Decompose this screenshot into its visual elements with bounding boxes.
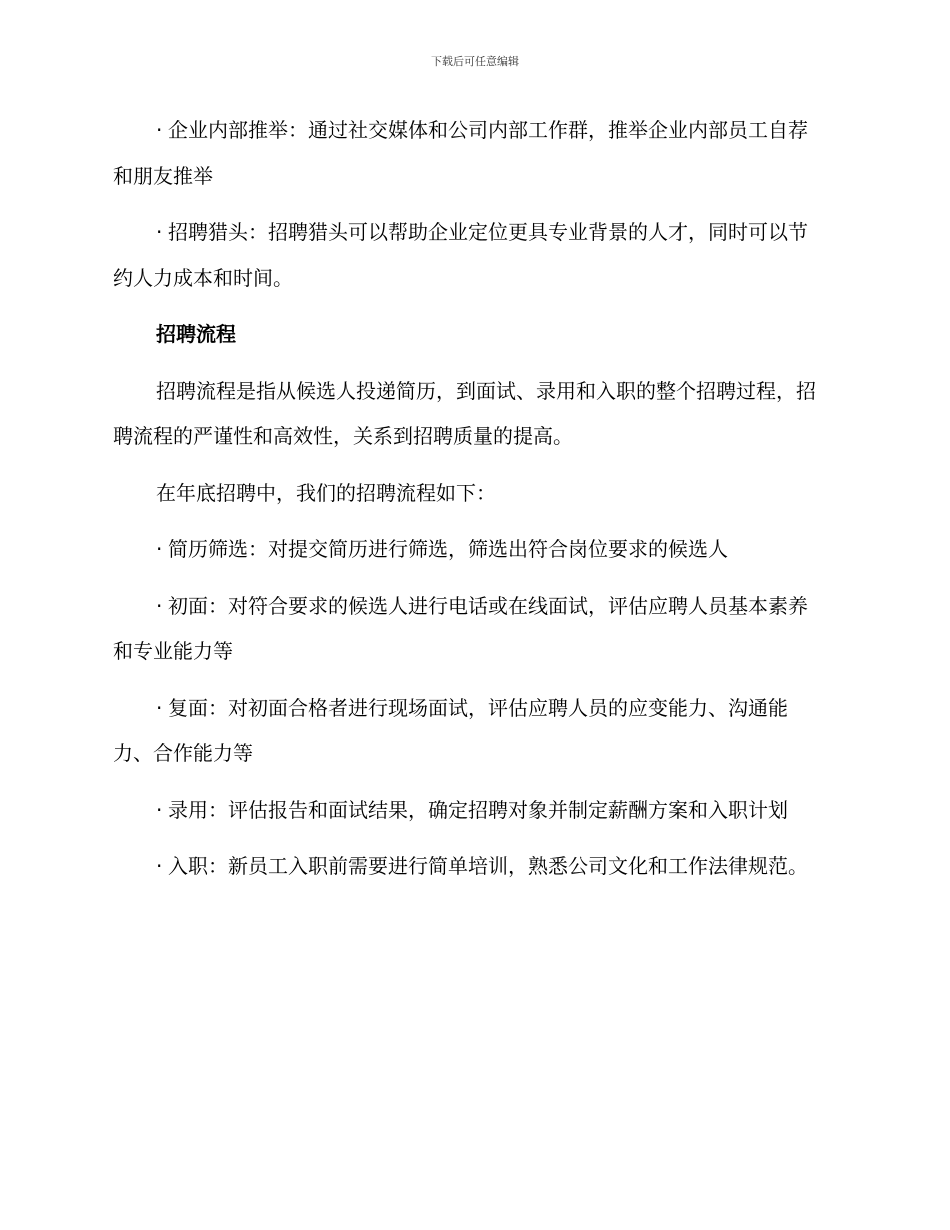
bullet-text: 招聘猎头：招聘猎头可以帮助企业定位更具专业背景的人才，同时可以节约人力成本和时间。 bbox=[113, 220, 808, 290]
process-item-onboarding bbox=[113, 844, 823, 890]
bullet-marker: · bbox=[156, 118, 163, 142]
bullet-marker: · bbox=[156, 537, 163, 561]
page-header-note: 下载后可任意编辑 bbox=[431, 55, 519, 68]
process-item-first-interview bbox=[113, 584, 823, 675]
bullet-item-internal-referral bbox=[113, 108, 823, 199]
intro-paragraph: 招聘流程是指从候选人投递简历，到面试、录用和入职的整个招聘过程，招聘流程的严谨性和高效性，关系到招聘质量的提高。 bbox=[113, 378, 816, 448]
document-body bbox=[113, 108, 823, 901]
process-item-second-interview bbox=[113, 686, 823, 777]
bullet-marker: · bbox=[156, 797, 163, 822]
bullet-text: 入职：新员工入职前需要进行简单培训，熟悉公司文化和工作法律规范。 bbox=[168, 854, 808, 878]
bullet-marker: · bbox=[156, 854, 163, 878]
bullet-item-headhunter bbox=[113, 210, 823, 301]
bullet-text: 简历筛选：对提交简历进行筛选，筛选出符合岗位要求的候选人 bbox=[168, 537, 728, 561]
section-heading: 招聘流程 bbox=[156, 322, 236, 346]
bullet-text: 复面：对初面合格者进行现场面试，评估应聘人员的应变能力、沟通能力、合作能力等 bbox=[113, 695, 788, 765]
process-item-resume-screening bbox=[113, 527, 823, 573]
bullet-marker: · bbox=[156, 695, 163, 720]
bullet-marker: · bbox=[156, 220, 163, 244]
bullet-text: 初面：对符合要求的候选人进行电话或在线面试，评估应聘人员基本素养和专业能力等 bbox=[113, 593, 808, 663]
process-item-hiring bbox=[113, 788, 823, 834]
bullet-marker: · bbox=[156, 593, 163, 618]
lead-sentence: 在年底招聘中，我们的招聘流程如下： bbox=[156, 480, 496, 505]
bullet-text: 录用：评估报告和面试结果，确定招聘对象并制定薪酬方案和入职计划 bbox=[168, 797, 788, 822]
bullet-text: 企业内部推举：通过社交媒体和公司内部工作群，推举企业内部员工自荐和朋友推举 bbox=[113, 118, 808, 188]
